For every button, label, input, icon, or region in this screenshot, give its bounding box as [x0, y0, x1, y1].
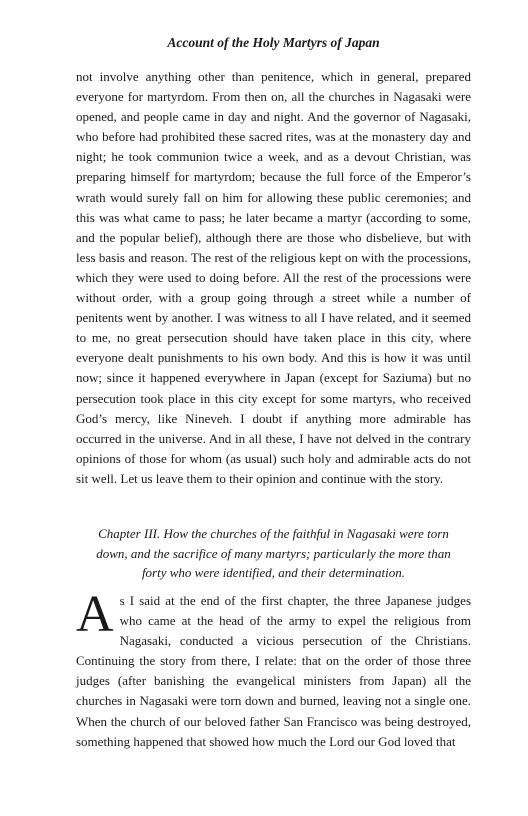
running-title: Account of the Holy Martyrs of Japan	[167, 35, 380, 50]
chapter-heading: Chapter III. How the churches of the faithful in Nagasaki were torn down, and the sacrifice of many martyrs; particularly the more than forty who were identified, and their determination.	[96, 526, 451, 580]
drop-cap: A	[76, 586, 114, 643]
body-paragraph: not involve anything other than penitence, which in general, prepared everyone for martyrdom. From then on, all the churches in Nagasaki were opened, and people came in day and night. And the governor of Nagasaki, who before had prohibited these sacred rites, was at the monastery day and night; he took communion twice a week, and as a devout Christian, was preparing himself for martyrdom; because the full force of the Emperor’s wrath would surely fall on him for allowing these public ceremonies; and this was what came to pass; he later became a martyr (according to some, and the popular belief), although there are those who disbelieve, but with less basis and reason. The rest of the religious kept on with the processions, which they were used to doing before. All the rest of the processions were without order, with a group going through a street while a number of penitents went by another. I was witness to all I have related, and it seemed to me, no great persecution should have taken place in this city, where everyone dealt punishments to his own body. And this is how it was until now; since it happened everywhere in Japan (except for Saziuma) but no persecution took place in this city except for some martyrs, who received God’s mercy, like Nineveh. I doubt if anything more admirable has occurred in the universe. And in all these, I have not delved in the contrary opinions of those for whom (as usual) such holy and admirable acts do not sit well. Let us leave them to their opinion and continue with the story.	[76, 69, 471, 486]
chapter-paragraph	[76, 586, 471, 752]
chapter-text: s I said at the end of the first chapter, the three Japanese judges who came at the head of the army to expel the religious from Nagasaki, conducted a vicious persecution of the Christians. Continuing the story from there, I relate: that on the order of those three judges (after banishing the evangelical ministers from Japan) all the churches in Nagasaki were torn down and burned, leaving not a single one. When the church of our beloved father San Francisco was being destroyed, something happened that showed how much the Lord our God loved that	[76, 593, 471, 749]
